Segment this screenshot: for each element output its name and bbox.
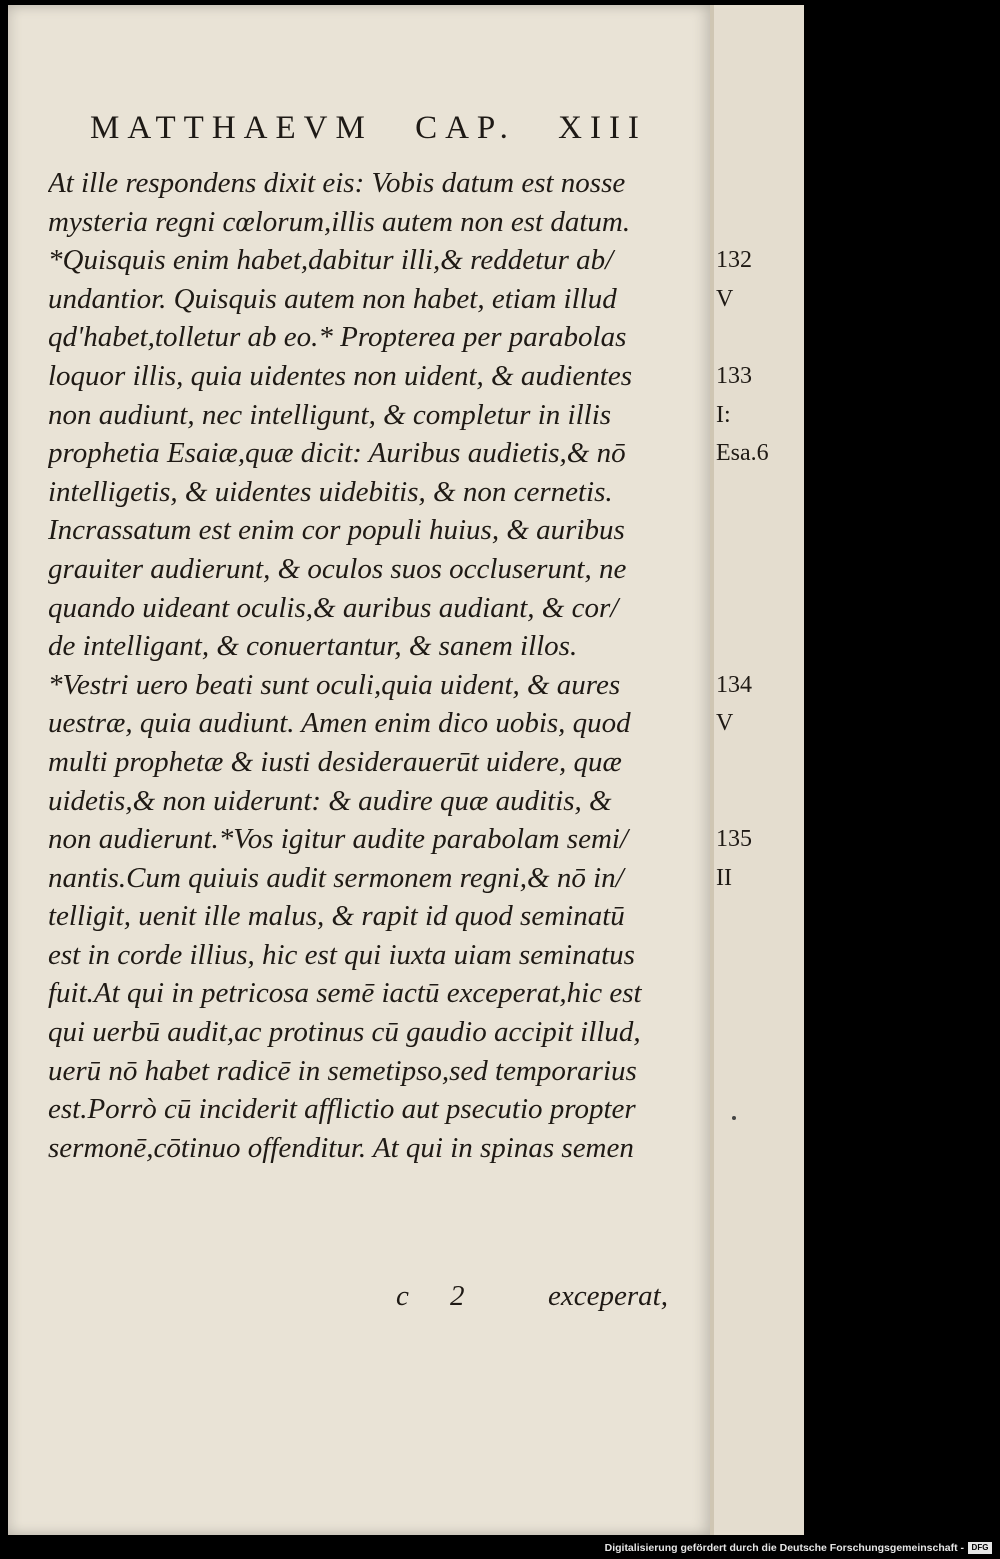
catchword: exceperat, — [548, 1280, 668, 1312]
marginal-note — [716, 589, 806, 628]
text-line: loquor illis, quia uidentes non uident, & audientes — [48, 359, 632, 392]
text-line: uestræ, quia audiunt. Amen enim dico uobis, quod — [48, 707, 631, 740]
marginal-note: Esa.6 — [716, 440, 769, 467]
text-line: non audiunt, nec intelligunt, & completur in illis — [48, 398, 612, 431]
signature-mark: c — [396, 1280, 409, 1312]
text-line: undantior. Quisquis autem non habet, etiam illud — [48, 282, 617, 315]
text-line: est in corde illius, hic est qui iuxta uiam seminatus — [48, 938, 635, 971]
marginal-note: I: — [716, 401, 731, 428]
marginal-note: V — [716, 285, 734, 312]
text-line: intelligetis, & uidentes uidebitis, & non cernetis. — [48, 475, 613, 508]
text-line: uidetis,& non uiderunt: & audire quæ auditis, & — [48, 784, 612, 817]
running-head — [90, 110, 690, 147]
marginal-note — [716, 897, 806, 936]
digitization-credit — [605, 1541, 992, 1555]
margin-dot-mark — [732, 1116, 736, 1120]
text-line: sermonē,cōtinuo offenditur. At qui in spinas semen — [48, 1131, 634, 1164]
marginal-note — [716, 782, 806, 821]
text-line: nantis.Cum quiuis audit sermonem regni,& nō in/ — [48, 861, 624, 894]
marginal-note — [716, 1090, 806, 1129]
marginal-note — [716, 1013, 806, 1052]
text-line: uerū nō habet radicē in semetipso,sed temporarius — [48, 1054, 637, 1087]
running-head-chapter-number: XIII — [558, 110, 647, 146]
marginal-note — [716, 1129, 806, 1168]
marginal-note — [716, 511, 806, 550]
text-line: fuit.At qui in petricosa semē iactū exceperat,hic est — [48, 977, 642, 1010]
marginal-note — [716, 1052, 806, 1091]
signature-number: 2 — [450, 1280, 465, 1312]
text-line: qui uerbū audit,ac protinus cū gaudio accipit illud, — [48, 1016, 641, 1049]
running-head-chapter-label: CAP. — [415, 110, 516, 146]
marginal-note: 135 — [716, 826, 752, 853]
dfg-logo-icon: DFG — [968, 1542, 992, 1554]
marginal-note: V — [716, 710, 734, 737]
text-line: qd'habet,tolletur ab eo.* Propterea per parabolas — [48, 321, 627, 354]
marginal-note — [716, 164, 806, 203]
text-line: prophetia Esaiæ,quæ dicit: Auribus audietis,& nō — [48, 437, 626, 470]
marginal-note: 134 — [716, 671, 752, 698]
running-head-book: MATTHAEVM — [90, 110, 373, 146]
text-line: At ille respondens dixit eis: Vobis datum est nosse — [48, 167, 626, 199]
text-line: de intelligant, & conuertantur, & sanem illos. — [48, 630, 578, 663]
text-line: non audierunt.*Vos igitur audite parabolam semi/ — [48, 823, 628, 856]
marginal-note: 132 — [716, 247, 752, 274]
marginal-note — [716, 473, 806, 512]
text-line: *Vestri uero beati sunt oculi,quia uident, & aures — [48, 668, 621, 701]
marginal-notes — [716, 164, 806, 1167]
marginal-note: II — [716, 864, 732, 891]
text-line: est.Porrò cū inciderit afflictio aut psecutio propter — [48, 1093, 636, 1126]
marginal-note — [716, 936, 806, 975]
marginal-note — [716, 318, 806, 357]
marginal-note — [716, 974, 806, 1013]
credit-text: Digitalisierung gefördert durch die Deutsche Forschungsgemeinschaft - — [604, 1542, 964, 1554]
marginal-note — [716, 627, 806, 666]
text-line: grauiter audierunt, & oculos suos occluserunt, ne — [48, 552, 627, 585]
body-text — [48, 164, 708, 1167]
marginal-note — [716, 743, 806, 782]
text-line: quando uideant oculis,& auribus audiant, & cor/ — [48, 591, 619, 624]
text-line: *Quisquis enim habet,dabitur illi,& reddetur ab/ — [48, 244, 614, 277]
marginal-note — [716, 203, 806, 242]
marginal-note — [716, 550, 806, 589]
text-line: mysteria regni cœlorum,illis autem non est datum. — [48, 205, 631, 238]
text-line: telligit, uenit ille malus, & rapit id quod seminatū — [48, 900, 625, 933]
text-line: multi prophetæ & iusti desiderauerūt uidere, quæ — [48, 745, 622, 778]
marginal-note: 133 — [716, 362, 752, 389]
text-line: Incrassatum est enim cor populi huius, & auribus — [48, 514, 625, 547]
